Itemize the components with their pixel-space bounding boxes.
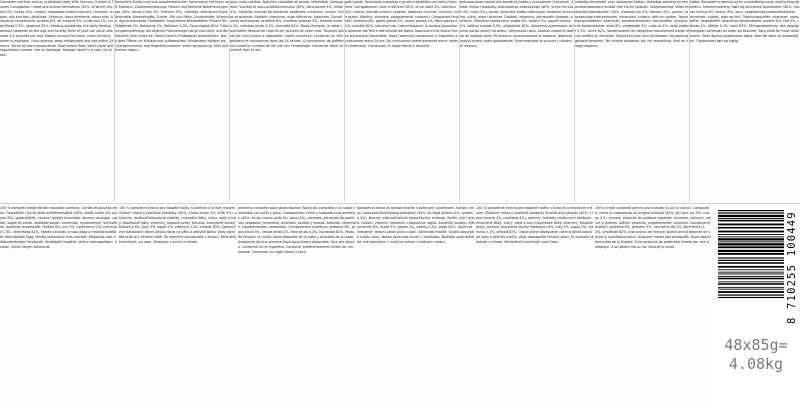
ingredient-text: Komplette Ernährung und unwiderstehlicher Geschmack mit Huhn und Truthahn. Zusammensetzung: Fleisch und tierische Nebenerzeugnisse (40%, davon Huhn 4%, Truthahn 4%), Getreide, pflanzliche Eiweißextrakte, Mineralstoffe, Zucker, Öle und Fette. Zusatzstoffe: Vitamine, Spurenelemente, Farbstoffe. Analytische Bestandteile: Protein 8%, Fettgehalt 5%, Rohasche 2%, Rohfaser 0,3%, Feuchtigkeit 82%. Fütterungsempfehlung: die tägliche Futtermenge hängt vom Alter und der Aktivität Ihrer Katze ab. Stets frisches Trinkwasser bereitstellen. Nach dem Öffnen im Kühlschrank aufbewahren. Mindestens haltbar bis, Chargennummer und Registriernummer: siehe Verpackung. Kühl und trocken lagern. bbox=[115, 0, 229, 53]
barcode-bar bbox=[718, 215, 784, 217]
text-panel-bottom-5 bbox=[476, 206, 594, 408]
barcode-bar bbox=[718, 297, 784, 298]
barcode-bar bbox=[718, 260, 784, 261]
barcode-bar bbox=[718, 238, 784, 240]
barcode-bar bbox=[718, 281, 784, 282]
ingredient-text: 100% hrană completă pentru pisici adulte cu pui și curcan. Compoziție: carne și subproduse de origine animală (40%, din care pui 4%, curcan 4%), cereale, extracte de proteine vegetale, minerale, zaharuri, uleiuri și grăsimi. Aditivi: vitamine, oligoelemente, coloranți. Constituenți analitici: proteină 8%, grăsime 5%, cenușă brută 2%, fibră brută 0,3%, umiditate 82%. Instrucțiuni de hrănire: porția zilnică depinde de vârsta și activitatea pisicii. Asigurați mereu apă proaspătă. După deschidere păstrați la frigider. A se consuma de preferință înainte de: vezi ambalajul. A se păstra într-un loc răcoros și uscat. bbox=[595, 206, 711, 249]
ingredient-text: Alimento completo para gatos adultos. Nutrición completa y un sabor irresistible con pollo y pavo. Composición: carne y subproductos animales (40%, de los cuales pollo 4%, pavo 4%), cereales, extractos de proteínas vegetales, minerales, azúcares, aceites y grasas. Aditivos: vitaminas, oligoelementos, colorantes. Componentes analíticos: proteína 8%, grasa bruta 5%, ceniza bruta 2%, fibra bruta 0,3%, humedad 82%. Modo de empleo: la ración diaria depende de la edad y actividad de su gato. Asegúrese de que siempre haya agua fresca disponible. Una vez abierto, conservar en el frigorífico. Consumir preferentemente antes de: ver envase. Conservar en lugar fresco y seco. bbox=[238, 206, 356, 254]
ingredient-text: 100 % kompletné krmivo pre dospelé mačky s kuracím a morčacím mäsom. Zloženie: mäso a vedľajšie produkty živočíšneho pôvodu (40%, z toho kuracie 4%, morčacie 4%), obilniny, extrakty rastlinných bielkovín, minerálne látky, cukry, oleje a tuky. Doplnkové látky: vitamíny, stopové prvky, farbivá. Analytické zložky: bielkoviny 8%, tuky 5%, popol 2%, vláknina 0,3%, vlhkosť 82%. Odporúčané dávkovanie: denná dávka závisí od veku a aktivity mačky. Vždy zabezpečte čerstvú vodu. Po otvorení skladujte v chlade. Minimálna trvanlivosť: pozri obal. bbox=[476, 206, 594, 244]
barcode-bar bbox=[718, 224, 784, 226]
barcode-bar bbox=[718, 283, 784, 285]
barcode-bar bbox=[718, 266, 784, 268]
text-panel-bottom-1 bbox=[0, 206, 118, 408]
barcode-bar bbox=[718, 220, 784, 222]
text-panel-top-6 bbox=[575, 0, 689, 202]
text-panel-top-3 bbox=[230, 0, 344, 202]
barcode-bar bbox=[718, 291, 784, 293]
barcode-bar bbox=[718, 269, 784, 270]
barcode-bar bbox=[718, 276, 784, 277]
barcode-bar bbox=[718, 262, 784, 264]
text-panel-top-4 bbox=[345, 0, 459, 202]
text-panel-bottom-3 bbox=[238, 206, 356, 408]
ingredient-text: Kompletna hrana za odrasle mačke s piletinom i puretinom. Sastav: meso i proizvodi životinjskog podrijetla (40%, od čega piletina 4%, puretina 4%), žitarice, ekstrakti biljnih bjelančevina, minerali, šećeri, ulja i masti. Dodaci: vitamini, elementi u tragovima, bojila. Analitički sastojci: bjelančevine 8%, masti 5%, pepeo 2%, vlakna 0,3%, vlaga 82%. Upute za hranjenje: dnevni obrok ovisi o dobi i aktivnosti mačke. Uvijek osigurajte svježu vodu. Nakon otvaranja čuvati u hladnjaku. Najbolje upotrijebiti do: vidi pakiranje. Čuvati na suhom i hladnom mjestu. bbox=[357, 206, 475, 244]
ingredient-text: 100 % kompletní krmivo pro dospělé kočky. S kuřecím a krůtím masem. Složení: maso a živočišné produkty (40%, z toho kuřecí 4%, krůtí 4%), obiloviny, rostlinné bílkovinné výtažky, minerální látky, cukry, oleje a tuky. Doplňkové látky: vitamíny, stopové prvky, barviva. Analytické složky: bílkoviny 8%, tuky 5%, popel 2%, vláknina 0,3%, vlhkost 82%. Doporučené dávkování: denní dávka závisí na věku a aktivitě kočky. Vždy zajistěte přístup k čerstvé vodě. Po otevření uchovávejte v chladu. Minimální trvanlivost: viz obal. Skladujte v suchu a chladu. bbox=[119, 206, 237, 244]
barcode-bar bbox=[718, 253, 784, 255]
barcode-bar bbox=[718, 250, 784, 252]
text-panel-top-2 bbox=[115, 0, 229, 202]
ingredient-text: katter. Komplett ernæring og en uimotståelig smak med kylling og kalkun. Sammensetning: kjøtt og animalske biprodukter (40%, hvorav kylling 4%, kalkun 4%), korn, vegetabilske proteinekstrakter, mineraler, sukker, oljer og fett. Tilsetningsstoffer: vitaminer, sporstoffer, fargestoffer. Analytiske bestanddeler: protein 8%, fett 5%, råaske 2%, råfiber 0,3%, vann 82%. Fôringsveiledning: den daglige mengden avhenger av alder og aktivitet. Sørg alltid for friskt drikkevann. Etter åpning oppbevares kjølig. Best før dato, se emballasjen. Oppbevares tørt og kjølig. bbox=[690, 0, 800, 43]
barcode-bar bbox=[718, 227, 784, 229]
barcode-bar bbox=[718, 278, 784, 280]
barcode-bar bbox=[718, 272, 784, 273]
column-divider bbox=[689, 0, 690, 202]
ingredient-text: pełnoporcjowa karma dla dorosłych kotów z kurczakiem i indykiem. Skład: mięso i produkty pochodzenia zwierzęcego (40%, w tym kurczak 4%, indyk 4%), zboża, ekstrakty białka roślinnego, składniki mineralne, cukry, oleje i tłuszcze. Dodatki: witaminy, pierwiastki śladowe, barwniki. Składniki analityczne: białko 8%, tłuszcz 5%, popiół surowy 2%, włókno surowe 0,3%, wilgotność 82%. Zalecenia żywieniowe: dzienna porcja zależy od wieku i aktywności kota. Zawsze zapewnij dostęp do świeżej wody. Po otwarciu przechowywać w lodówce. Najlepiej spożyć przed: patrz opakowanie. Przechowywać w suchym i chłodnym miejscu. bbox=[460, 0, 574, 48]
ingredient-text: Complete nutrition and an irresistible taste With Sensory Chicken & Turkey Composition: meat and animal derivatives (40%, of which chicken 4%, turkey 4%), cereals, vegetable protein extracts, minerals, sugars, oils and fats. Additives: Vitamins, trace elements, colourants. Analytical constituents: protein 8%, fat content 5%, crude ash 2%, crude fibres 0.3%, moisture 82%. Feeding guidelines: the daily feeding amount depends on the age and activity level of your cat; adult cats need 3-4 pouches per day. Always ensure that fresh, clean drinking water is available. Once opened, keep refrigerated and use within 24 hours. Serve at room temperature. Best before date, batch code and registration number: see on package. Storage: store in a cool, dry place. bbox=[0, 0, 114, 58]
barcode-bar bbox=[718, 231, 784, 233]
text-panel-top-5 bbox=[460, 0, 574, 202]
barcode-bar bbox=[718, 287, 784, 288]
barcode-bar bbox=[718, 210, 784, 211]
column-divider bbox=[229, 0, 230, 202]
column-divider bbox=[459, 0, 460, 202]
barcode-bar bbox=[718, 236, 784, 237]
text-panel-bottom-2 bbox=[119, 206, 237, 408]
barcode-bar bbox=[718, 212, 784, 213]
column-divider bbox=[574, 0, 575, 202]
ingredient-text: 100 % komplett eledel felnőtt macskák számára. Csirkés és pulykás ízben. Összetétel: hús és állati melléktermékek (40%, ebből csirke 4%, pulyka 4%), gabonafélék, növényi fehérje kivonatok, ásványi anyagok, cukrok, olajok és zsírok. Adalékanyagok: vitaminok, nyomelemek, színezékek. Analitikai összetevők: fehérje 8%, zsír 5%, nyershamu 2%, nyersrost 0,3%, nedvesség 82%. Etetési javaslat: a napi adag a macska korától és aktivitásától függ. Mindig biztosítson friss ivóvizet. Felbontás után hűtőszekrényben tárolandó. Minőségét megőrzi: lásd a csomagoláson. Száraz, hűvös helyen tárolandó. bbox=[0, 206, 118, 249]
row-divider bbox=[0, 203, 800, 204]
ingredient-text: gatti adulti. Nutrizione completa e gusto irresistibile con pollo e tacchino. Composizione: carni e derivati (40%, di cui pollo 4%, tacchino 4%), cereali, estratti proteici vegetali, sostanze minerali, zuccheri, oli e grassi. Additivi: vitamine, oligoelementi, coloranti. Componenti analitici: proteina 8%, grassi grezzi 5%, ceneri grezze 2%, fibra grezza 0,3%, umidità 82%. Istruzioni per l'alimentazione: la razione giornaliera dipende dall'età e dall'attività del gatto. Assicurarsi che acqua fresca sia sempre disponibile. Dopo l'apertura conservare in frigorifero e consumare entro 24 ore. Da consumarsi preferibilmente entro: vedere confezione. Conservare in luogo fresco e asciutto. bbox=[345, 0, 459, 48]
text-panel-top-1 bbox=[0, 0, 114, 202]
barcode-bar bbox=[718, 295, 784, 296]
ean-barcode bbox=[718, 208, 784, 328]
barcode-number: 8 710255 100449 bbox=[786, 211, 798, 325]
ingredient-text: pour chats adultes. Nutrition complète et saveur irrésistible. Composition: viandes et sous-produits animaux (40%, dont poulet 4%, dinde 4%), céréales, extraits de protéines végétales, minéraux, sucres, huiles et graisses. Additifs: vitamines, oligo-éléments, colorants. Constituants analytiques: protéine 8%, matières grasses 5%, cendres brutes 2%, cellulose brute 0,3%, humidité 82%. Mode d'emploi: la ration journalière dépend de l'âge et de l'activité de votre chat. Toujours laisser de l'eau fraîche à disposition. Après ouverture, conserver au réfrigérateur et consommer dans les 24 heures. A consommer de préférence avant le, numéro de lot: voir sur l'emballage. Conserver dans un endroit frais et sec. bbox=[230, 0, 344, 53]
column-divider bbox=[344, 0, 345, 202]
barcode-bar bbox=[718, 274, 784, 275]
weight-line-1: 48x85g= bbox=[724, 336, 788, 354]
barcode-bar bbox=[718, 289, 784, 290]
barcode-bar bbox=[718, 243, 784, 245]
barcode-bar bbox=[718, 246, 784, 248]
barcode-bar bbox=[718, 257, 784, 258]
ingredient-text: volledig diervoeder voor volwassen katten. Volledige voeding en een onweerstaanbare smaak met kip en kalkoen. Samenstelling: vlees en dierlijke bijproducten (40%, waarvan kip 4%, kalkoen 4%), granen, plantaardige eiwitextracten, mineralen, suikers, oliën en vetten. Toevoegingsmiddelen: vitaminen, sporenelementen, kleurstoffen. Analytische bestanddelen: eiwit 8%, vetgehalte 5%, ruwe as 2%, ruwe celstof 0,3%, vocht 82%. Voederadvies: de dagelijkse hoeveelheid hangt af van leeftijd en activiteit. Zorg altijd voor vers drinkwater. Na opening gekoeld bewaren. Ten minste houdbaar tot: zie verpakking. Koel en droog bewaren. bbox=[575, 0, 689, 48]
barcode-bar bbox=[718, 234, 784, 235]
text-panel-bottom-4 bbox=[357, 206, 475, 408]
barcode-bar bbox=[718, 241, 784, 242]
barcode-area bbox=[712, 206, 800, 408]
column-divider bbox=[114, 0, 115, 202]
barcode-bar bbox=[718, 218, 784, 219]
text-panel-bottom-6 bbox=[595, 206, 711, 408]
weight-line-2: 4.08kg bbox=[728, 355, 784, 373]
net-weight bbox=[712, 336, 800, 374]
text-panel-top-7 bbox=[690, 0, 800, 202]
